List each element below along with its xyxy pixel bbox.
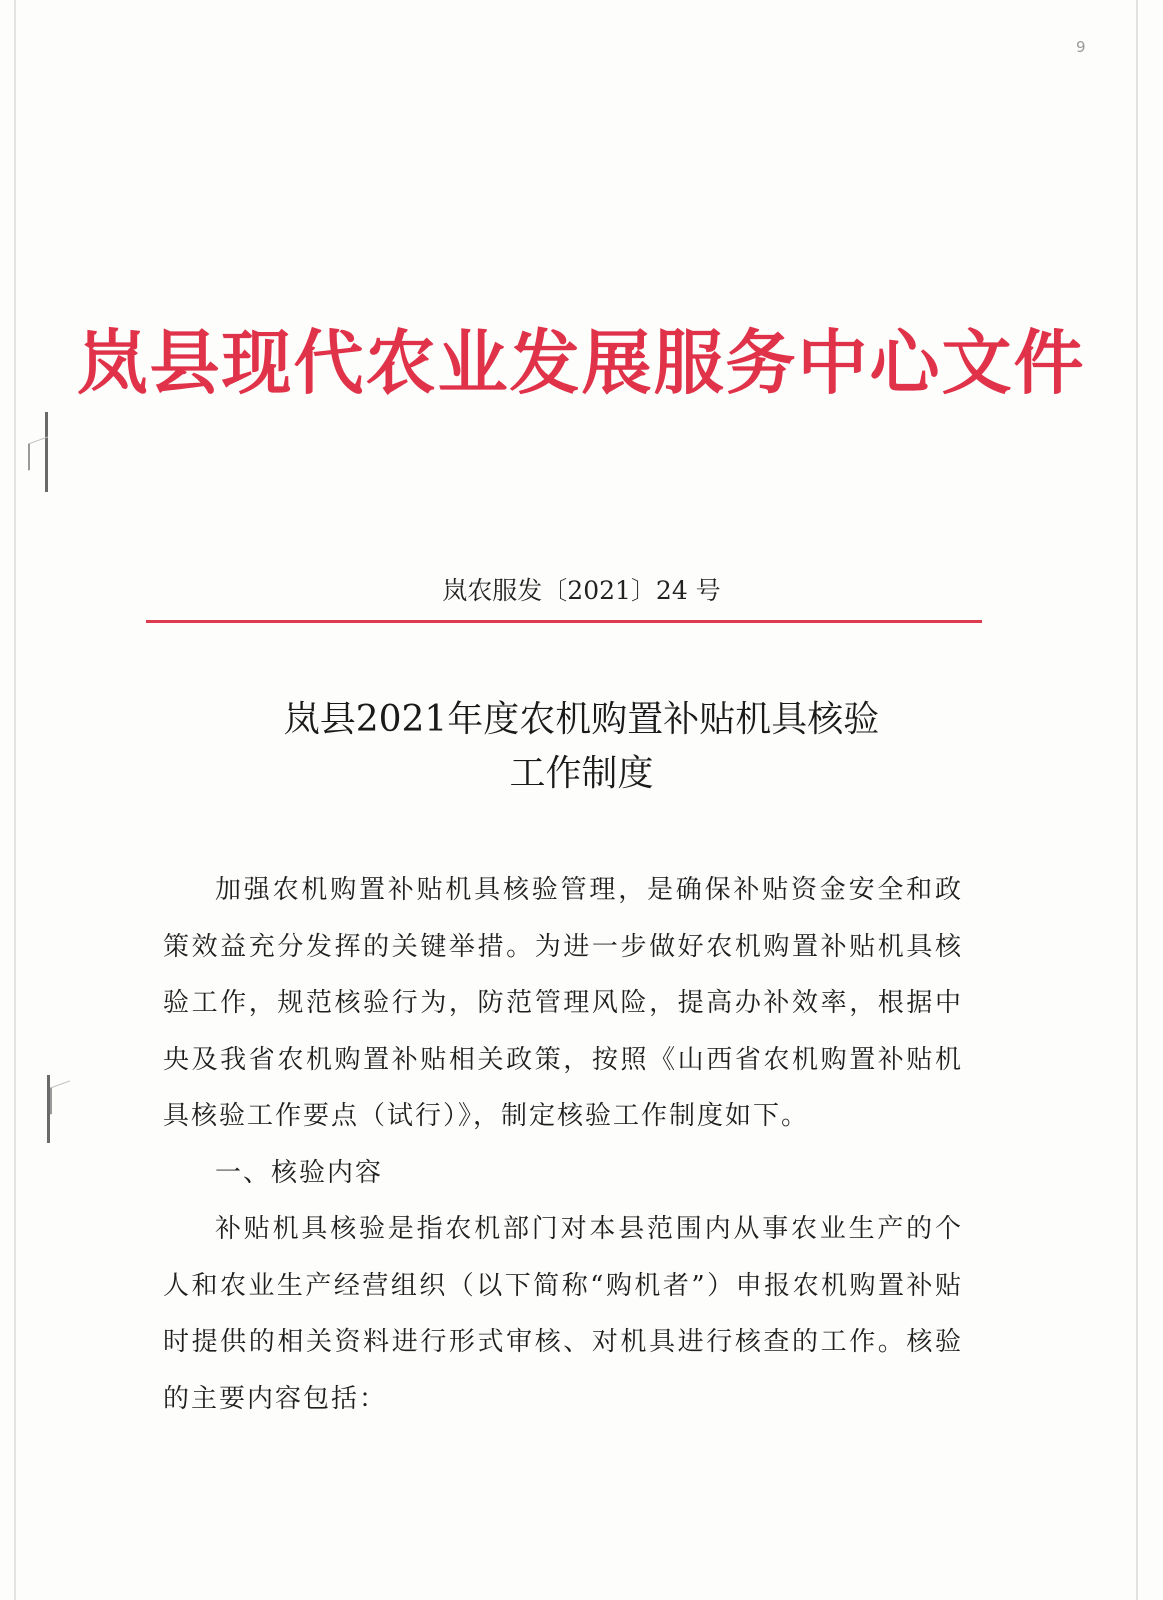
document-body <box>163 862 963 1427</box>
body-paragraph-intro: 加强农机购置补贴机具核验管理，是确保补贴资金安全和政策效益充分发挥的关键举措。为进一步做好农机购置补贴机具核验工作，规范核验行为，防范管理风险，提高办补效率，根据中央及我省农机购置补贴相关政策，按照《山西省农机购置补贴机具核验工作要点（试行）》，制定核验工作制度如下。 <box>163 875 963 1131</box>
document-title <box>0 693 1163 801</box>
staple-hole-bottom <box>50 1080 70 1114</box>
header-red-rule <box>146 620 982 623</box>
page-number: 9 <box>1076 38 1086 56</box>
document-title-line-2: 工作制度 <box>509 753 654 794</box>
document-title-line-1: 岚县2021年度农机购置补贴机具核验 <box>283 699 880 740</box>
section-heading-1: 一、核验内容 <box>215 1157 384 1188</box>
document-number: 岚农服发〔2021〕24 号 <box>442 576 721 605</box>
body-paragraph-content: 补贴机具核验是指农机部门对本县范围内从事农业生产的个人和农业生产经营组织（以下简称“购机者”）申报农机购置补贴时提供的相关资料进行形式审核、对机具进行核查的工作。核验的主要内容包括： <box>163 1214 963 1414</box>
document-header-title: 岚县现代农业发展服务中心文件 <box>77 321 1086 404</box>
